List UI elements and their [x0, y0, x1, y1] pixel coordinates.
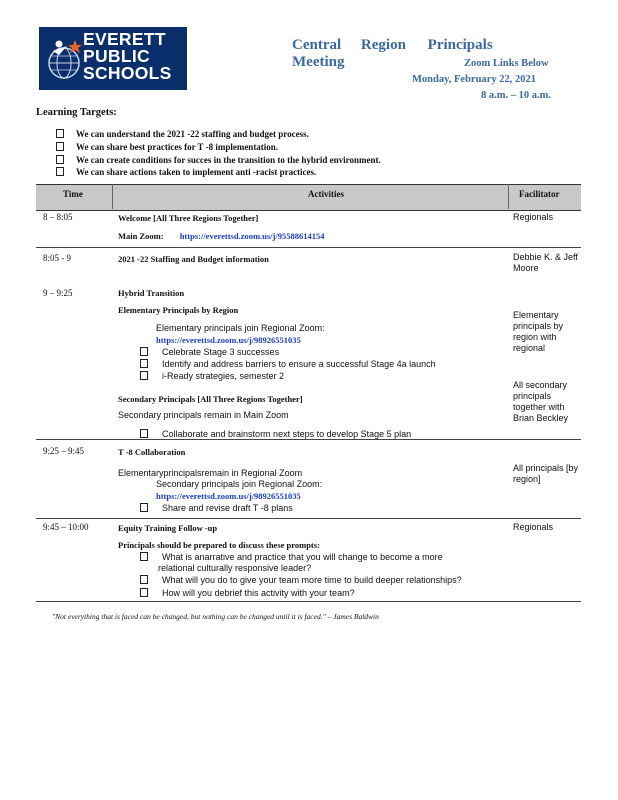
facilitator: Debbie K. & Jeff Moore	[513, 252, 578, 273]
checkbox-icon	[140, 552, 148, 561]
checkbox-icon	[56, 129, 64, 138]
row-divider	[36, 518, 581, 519]
bullet-item: What is anarrative and practice that you will change to become a more	[140, 552, 443, 562]
checkbox-icon	[56, 142, 64, 151]
facilitator: Regionals	[513, 212, 554, 222]
facilitator: All secondary principals together with Brian Beckley	[513, 380, 569, 423]
checkbox-icon	[140, 588, 148, 597]
activity-label: 2021 -22 Staffing and Budget information	[118, 254, 269, 264]
row-time: 8:05 - 9	[43, 253, 71, 263]
row-divider	[36, 247, 581, 248]
bullet-item: What will you do to give your team more time to build deeper relationships?	[140, 575, 462, 585]
section-label: Secondary Principals [All Three Regions Together]	[118, 394, 303, 404]
row-time: 9:25 – 9:45	[43, 446, 85, 456]
column-divider	[508, 184, 509, 209]
bullet-item: i-Ready strategies, semester 2	[140, 371, 284, 381]
agenda-table	[36, 184, 581, 602]
learning-target: We can share best practices for T -8 implementation.	[56, 142, 278, 152]
bullet-item: How will you debrief this activity with your team?	[140, 588, 355, 598]
header-activities: Activities	[308, 189, 344, 199]
zoom-note: Zoom Links Below	[464, 58, 549, 69]
bullet-item: Identify and address barriers to ensure a successful Stage 4a launch	[140, 359, 436, 369]
row-divider	[36, 439, 581, 440]
checkbox-icon	[140, 347, 148, 356]
zoom-line: Main Zoom: https://everettsd.zoom.us/j/95588614154	[118, 231, 325, 241]
row-time: 8 – 8:05	[43, 212, 73, 222]
checkbox-icon	[140, 371, 148, 380]
checkbox-icon	[56, 155, 64, 164]
bullet-continuation: relational culturally responsive leader?	[158, 563, 312, 573]
table-header	[36, 184, 581, 211]
bullet-item: Collaborate and brainstorm next steps to develop Stage 5 plan	[140, 429, 411, 439]
header-time: Time	[63, 189, 83, 199]
facilitator: Elementary principals by region with regional	[513, 310, 564, 353]
zoom-link[interactable]: https://everettsd.zoom.us/j/95588614154	[179, 231, 325, 241]
bullet-item: Celebrate Stage 3 successes	[140, 347, 279, 357]
activity-label: T -8 Collaboration	[118, 447, 186, 457]
learning-target: We can create conditions for succes in the transition to the hybrid environment.	[56, 155, 381, 165]
title-word: Region	[360, 37, 406, 53]
checkbox-icon	[56, 167, 64, 176]
row-time: 9 – 9:25	[43, 288, 73, 298]
logo-text: EVERETT PUBLIC SCHOOLS	[83, 29, 172, 83]
activity-text: Elementaryprincipalsremain in Regional Zoom	[118, 468, 303, 478]
learning-target: We can share actions taken to implement anti -racist practices.	[56, 167, 316, 177]
activity-text: Secondary principals join Regional Zoom:	[156, 479, 323, 489]
title-word: Meeting	[292, 54, 345, 70]
title-word: Principals	[427, 37, 493, 53]
closing-quote: "Not everything that is faced can be changed, but nothing can be changed until it is faced." – James Baldwin	[52, 612, 379, 621]
school-logo	[39, 27, 187, 90]
activity-label: Equity Training Follow -up	[118, 523, 218, 533]
facilitator: All principals [by region]	[513, 463, 579, 484]
activity-label: Hybrid Transition	[118, 288, 185, 298]
prompt-intro: Principals should be prepared to discuss these prompts:	[118, 540, 320, 550]
facilitator: Regionals	[513, 522, 554, 532]
checkbox-icon	[140, 575, 148, 584]
checkbox-icon	[140, 429, 148, 438]
section-label: Elementary Principals by Region	[118, 305, 239, 315]
row-time: 9:45 – 10:00	[43, 522, 89, 532]
row-divider	[36, 601, 581, 602]
zoom-link[interactable]: https://everettsd.zoom.us/j/98926551035	[156, 491, 301, 501]
checkbox-icon	[140, 503, 148, 512]
checkbox-icon	[140, 359, 148, 368]
activity-text: Elementary principals join Regional Zoom:	[156, 323, 325, 333]
bullet-item: Share and revise draft T -8 plans	[140, 503, 293, 513]
learning-targets-heading: Learning Targets:	[36, 107, 117, 118]
meeting-time: 8 a.m. – 10 a.m.	[481, 90, 551, 101]
title-word: Central	[292, 37, 342, 53]
learning-target: We can understand the 2021 -22 staffing and budget process.	[56, 129, 309, 139]
meeting-date: Monday, February 22, 2021	[412, 74, 536, 85]
column-divider	[112, 184, 113, 209]
globe-icon	[45, 37, 83, 81]
zoom-link[interactable]: https://everettsd.zoom.us/j/98926551035	[156, 335, 301, 345]
activity-label: Welcome [All Three Regions Together]	[118, 213, 259, 223]
activity-text: Secondary principals remain in Main Zoom	[118, 410, 289, 420]
header-facilitator: Facilitator	[519, 189, 560, 199]
